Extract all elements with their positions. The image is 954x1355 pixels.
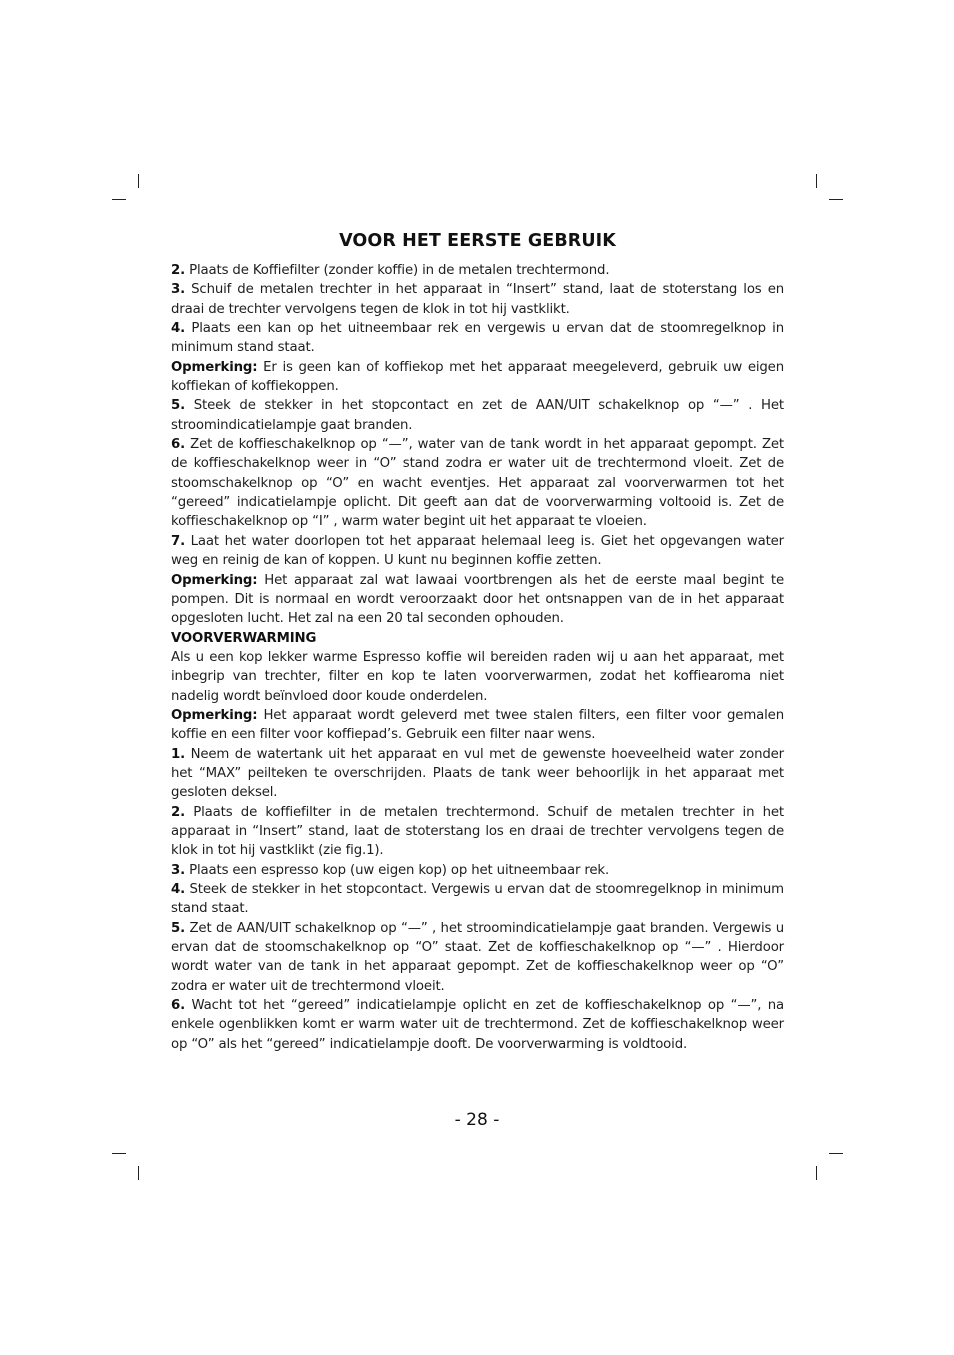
step-paragraph: [171, 261, 784, 280]
crop-mark-bottom-right-vertical: [816, 1166, 817, 1180]
step-label: 2.: [171, 804, 186, 820]
step-label: 4.: [171, 321, 186, 337]
crop-mark-top-left-vertical: [138, 174, 139, 188]
step-label: 3.: [171, 282, 186, 298]
step-paragraph: [171, 861, 784, 880]
step-text: Laat het water doorlopen tot het apparaat helemaal leeg is. Giet het opgevangen water weg en reinig de kan of koppen. U kunt nu beginnen koffie zetten.: [171, 533, 784, 569]
step-label: 5.: [171, 920, 186, 936]
step-paragraph: [171, 396, 784, 435]
section-first-use: [171, 261, 784, 629]
step-text: Steek de stekker in het stopcontact. Vergewis u ervan dat de stoomregelknop in minimum stand staat.: [171, 882, 784, 917]
step-text: Schuif de metalen trechter in het apparaat in “Insert” stand, laat de stoterstang los en draai de trechter vervolgens tegen de klok in tot hij vastklikt.: [171, 282, 784, 317]
note-paragraph: [171, 358, 784, 397]
section-heading-preheating: VOORVERWARMING: [171, 630, 317, 646]
step-paragraph: [171, 880, 784, 919]
crop-mark-bottom-left-horizontal: [112, 1153, 126, 1154]
step-label: 1.: [171, 746, 186, 762]
step-text: Plaats de koffiefilter in de metalen trechtermond. Schuif de metalen trechter in het apparaat in “Insert” stand, laat de stoterstang los en draai de trechter vervolgens tegen de klok in tot hij vastklikt (zie fig.1).: [171, 804, 784, 859]
note-text: Er is geen kan of koffiekop met het apparaat meegeleverd, gebruik uw eigen koffiekan of koffiekoppen.: [171, 359, 784, 395]
section-preheating: [171, 648, 784, 1054]
step-label: 2.: [171, 263, 186, 278]
step-text: Zet de AAN/UIT schakelknop op “—” , het stroomindicatielampje gaat branden. Vergewis u ervan dat de stoomschakelknop op “O” staat. Zet de koffieschakelknop op “—” . Hierdoor wordt water van de tank in het apparaat gepompt. Zet de koffieschakelknop weer op “O” zodra er water uit de trechtermond vloeit.: [171, 920, 784, 994]
step-label: 5.: [171, 398, 186, 414]
step-paragraph: [171, 319, 784, 358]
crop-mark-top-left-horizontal: [112, 199, 126, 200]
step-paragraph: [171, 532, 784, 571]
crop-mark-top-right-vertical: [816, 174, 817, 188]
step-paragraph: [171, 745, 784, 803]
page-title: VOOR HET EERSTE GEBRUIK: [339, 231, 616, 251]
step-label: 4.: [171, 882, 186, 897]
step-label: 3.: [171, 862, 186, 878]
document-body: [171, 261, 784, 1054]
intro-paragraph: Als u een kop lekker warme Espresso koffie wil bereiden raden wij u aan het apparaat, met inbegrip van trechter, filter en kop te laten voorverwarmen, zodat het koffiearoma niet nadelig wordt beïnvloed door koude onderdelen.: [171, 649, 784, 704]
step-text: Steek de stekker in het stopcontact en zet de AAN/UIT schakelknop op “—” . Het stroomindicatielampje gaat branden.: [171, 398, 784, 433]
crop-mark-bottom-left-vertical: [138, 1166, 139, 1180]
step-text: Plaats de Koffiefilter (zonder koffie) in de metalen trechtermond.: [185, 263, 610, 278]
note-paragraph: [171, 706, 784, 745]
step-text: Neem de watertank uit het apparaat en vul met de gewenste hoeveelheid water zonder het “MAX” peilteken te overschrijden. Plaats de tank weer behoorlijk in het apparaat met gesloten deksel.: [171, 746, 784, 801]
crop-mark-bottom-right-horizontal: [829, 1153, 843, 1154]
step-text: Plaats een kan op het uitneembaar rek en vergewis u ervan dat de stoomregelknop in minimum stand staat.: [171, 321, 784, 356]
note-label: Opmerking:: [171, 359, 258, 375]
step-text: Zet de koffieschakelknop op “—”, water van de tank wordt in het apparaat gepompt. Zet de koffieschakelknop weer in “O” stand zodra er water uit de trechtermond vloeit. Zet de stoomschakelknop op “O” en wacht eventjes. Het apparaat zal voorverwarmen tot het “gereed” indicatielampje oplicht. Dit geeft aan dat de voorverwarming voltooid is. Zet de koffieschakelknop op “I” , warm water begint uit het apparaat te vloeien.: [171, 437, 784, 530]
step-paragraph: [171, 280, 784, 319]
note-text: Het apparaat zal wat lawaai voortbrengen als het de eerste maal begint te pompen. Dit is normaal en wordt veroorzaakt door het ontsnappen van de in het apparaat opgesloten lucht. Het zal na een 20 tal seconden ophouden.: [171, 572, 784, 627]
page-number: - 28 -: [454, 1110, 500, 1130]
step-paragraph: [171, 435, 784, 532]
step-paragraph: [171, 803, 784, 861]
crop-mark-top-right-horizontal: [829, 199, 843, 200]
step-label: 6.: [171, 998, 186, 1014]
step-label: 6.: [171, 437, 186, 453]
note-text: Het apparaat wordt geleverd met twee stalen filters, een filter voor gemalen koffie en een filter voor koffiepad’s. Gebruik een filter naar wens.: [171, 707, 784, 743]
step-paragraph: [171, 919, 784, 996]
step-text: Wacht tot het “gereed” indicatielampje oplicht en zet de koffieschakelknop op “—”, na enkele ogenblikken komt er warm water uit de trechtermond. Zet de koffieschakelknop weer op “O” als het “gereed” indicatielampje dooft. De voorverwarming is voldtooid.: [171, 998, 784, 1052]
note-label: Opmerking:: [171, 572, 258, 588]
step-text: Plaats een espresso kop (uw eigen kop) op het uitneembaar rek.: [185, 862, 610, 878]
step-label: 7.: [171, 533, 186, 549]
step-paragraph: [171, 996, 784, 1054]
note-label: Opmerking:: [171, 707, 258, 723]
note-paragraph: [171, 571, 784, 629]
